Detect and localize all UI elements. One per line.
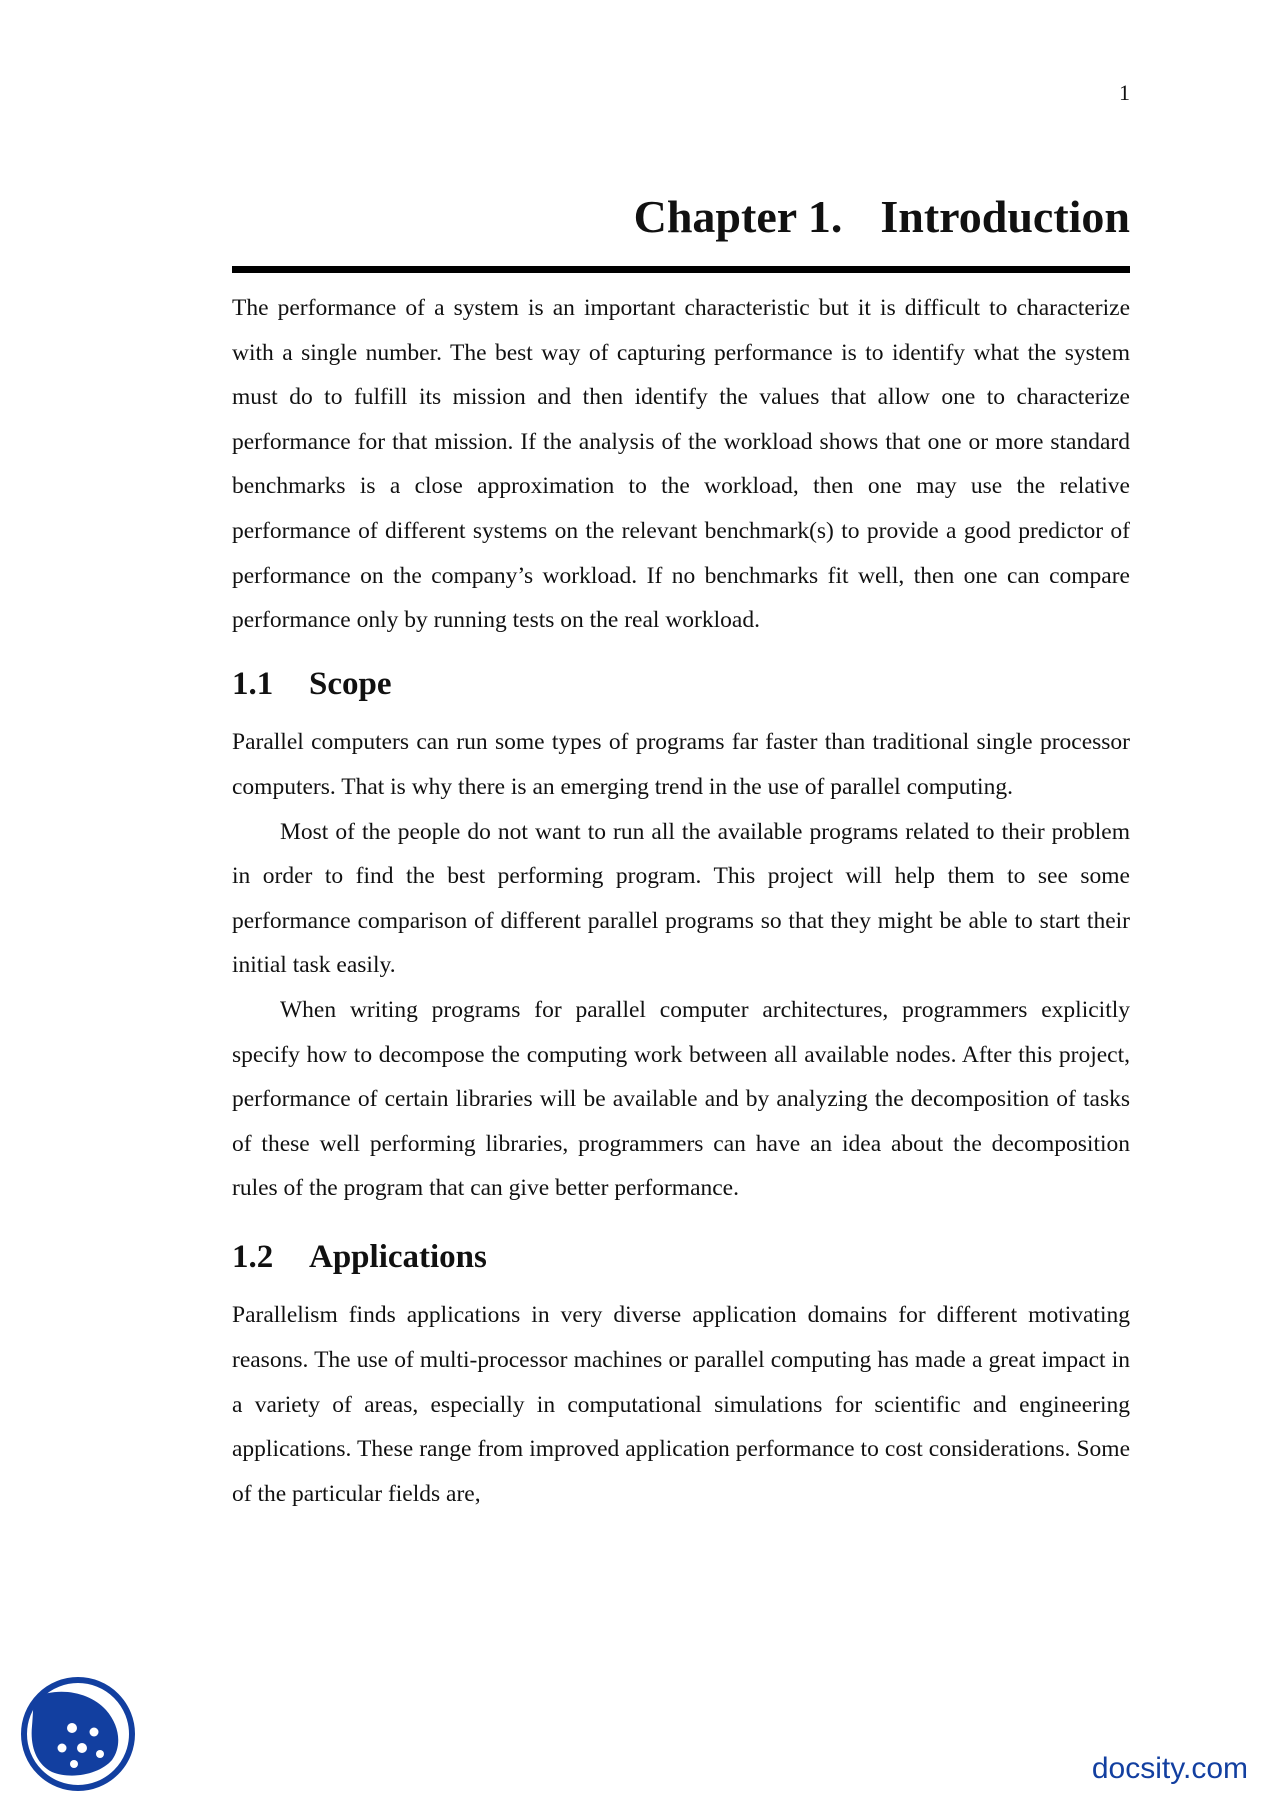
chapter-name: Introduction bbox=[880, 191, 1130, 242]
chapter-label: Chapter 1. bbox=[633, 191, 843, 242]
docsity-watermark-link[interactable]: docsity.com bbox=[1091, 1752, 1248, 1785]
section-title: Applications bbox=[309, 1238, 487, 1275]
paragraph: Most of the people do not want to run all the available programs related to their problem in order to find the best performing program. This project will help them to see some performance comparison of different parallel programs so that they might be able to start their initial task easily. bbox=[232, 818, 1130, 979]
section-heading-scope bbox=[232, 665, 1130, 705]
section-number: 1.2 bbox=[232, 1238, 274, 1275]
page-content bbox=[232, 286, 1130, 1516]
page-number: 1 bbox=[1119, 80, 1130, 105]
paragraph: Parallel computers can run some types of programs far faster than traditional single processor computers. That is why there is an emerging trend in the use of parallel computing. bbox=[232, 729, 1130, 800]
section-heading-applications bbox=[232, 1238, 1130, 1278]
docsity-logo-graphic bbox=[20, 1676, 136, 1792]
paragraph: Parallelism finds applications in very diverse application domains for different motivating reasons. The use of multi-processor machines or parallel computing has made a great impact in a variety of areas, especially in computational simulations for scientific and engineering applications. These range from improved application performance to cost considerations. Some of the particular fields are, bbox=[232, 1302, 1130, 1507]
chapter-divider bbox=[232, 266, 1130, 273]
section-number: 1.1 bbox=[232, 665, 274, 702]
chapter-title bbox=[634, 190, 1130, 243]
section-title: Scope bbox=[309, 665, 392, 702]
docsity-logo-icon[interactable] bbox=[20, 1676, 136, 1792]
paragraph: When writing programs for parallel computer architectures, programmers explicitly specify how to decompose the computing work between all available nodes. After this project, performance of certain libraries will be available and by analyzing the decomposition of tasks of these well performing libraries, programmers can have an idea about the decomposition rules of the program that can give better performance. bbox=[232, 996, 1130, 1202]
intro-paragraph: The performance of a system is an important characteristic but it is difficult to characterize with a single number. The best way of capturing performance is to identify what the system must do to fulfill its mission and then identify the values that allow one to characterize performance for that mission. If the analysis of the workload shows that one or more standard benchmarks is a close approximation to the workload, then one may use the relative performance of different systems on the relevant benchmark(s) to provide a good predictor of performance on the company’s workload. If no benchmarks fit well, then one can compare performance only by running tests on the real workload. bbox=[232, 295, 1130, 634]
